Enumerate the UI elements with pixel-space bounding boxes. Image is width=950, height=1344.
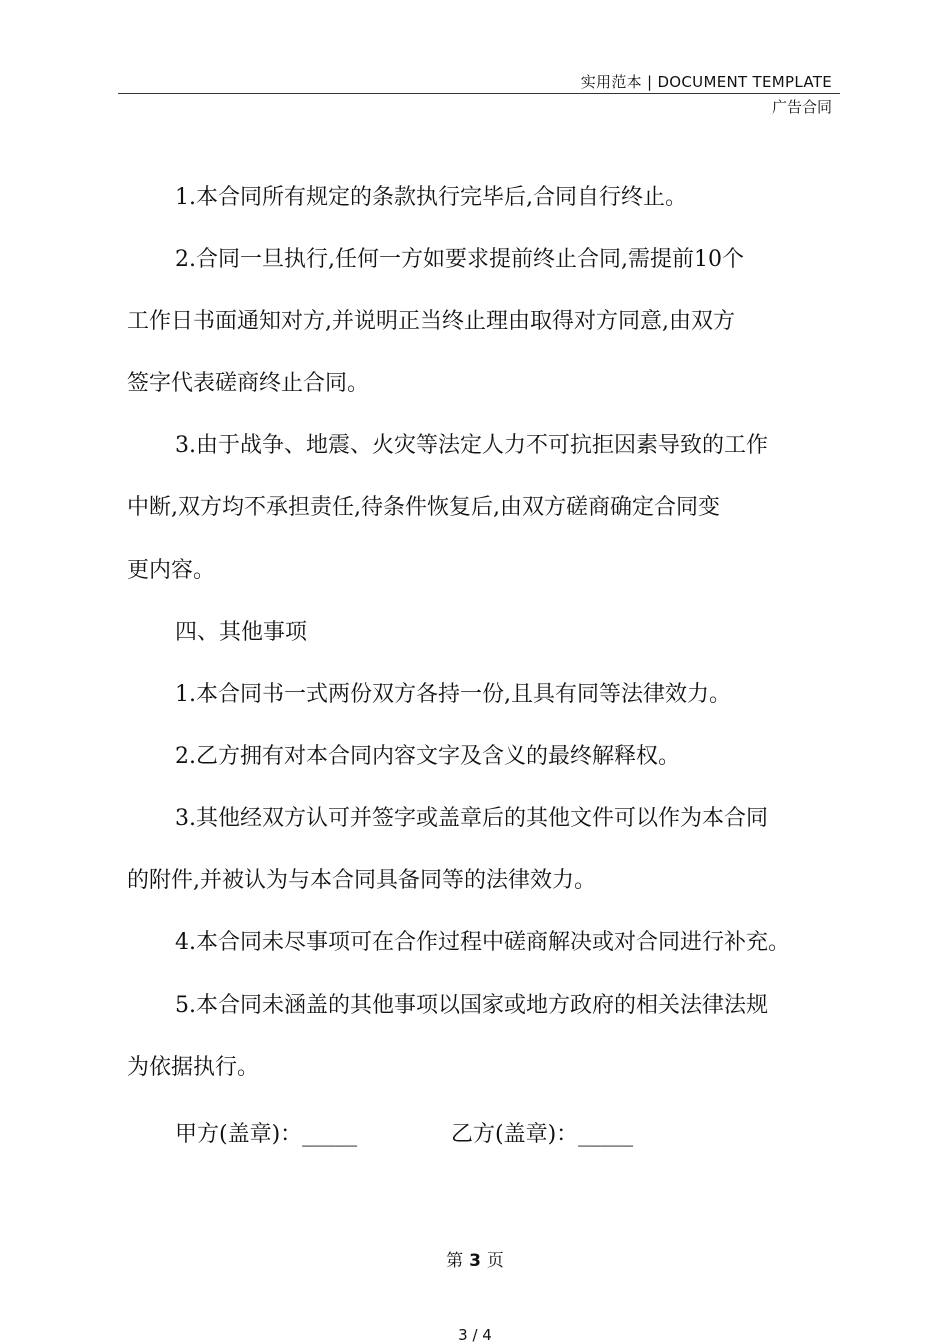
body-line: 签字代表磋商终止合同。 (127, 371, 370, 396)
body-line: 的附件,并被认为与本合同具备同等的法律效力。 (127, 868, 596, 893)
header-divider (118, 93, 840, 94)
page-suffix: 页 (486, 1251, 504, 1271)
body-line: 2.合同一旦执行,任何一方如要求提前终止合同,需提前10个 (175, 247, 744, 272)
body-line: 2.乙方拥有对本合同内容文字及含义的最终解释权。 (175, 744, 680, 769)
body-line: 3.其他经双方认可并签字或盖章后的其他文件可以作为本合同 (175, 806, 768, 831)
body-line: 5.本合同未涵盖的其他事项以国家或地方政府的相关法律法规 (175, 993, 768, 1018)
page-footer (0, 1246, 950, 1271)
body-line: 更内容。 (127, 558, 216, 583)
page-number: 3 (469, 1251, 481, 1271)
body-line: 为依据执行。 (127, 1055, 260, 1080)
page-prefix: 第 (446, 1251, 464, 1271)
body-line: 3.由于战争、地震、火灾等法定人力不可抗拒因素导致的工作 (175, 433, 768, 458)
header-title: 实用范本 | DOCUMENT TEMPLATE (580, 73, 832, 91)
body-line: 4.本合同未尽事项可在合作过程中磋商解决或对合同进行补充。 (175, 930, 790, 955)
body-line: 工作日书面通知对方,并说明正当终止理由取得对方同意,由双方 (127, 309, 735, 334)
party-a-signature: 甲方(盖章)：_____ (175, 1122, 358, 1147)
page-count-indicator: 3 / 4 (458, 1326, 492, 1344)
party-b-signature: 乙方(盖章)：_____ (451, 1122, 634, 1147)
section-heading: 四、其他事项 (175, 620, 308, 645)
body-line: 1.本合同所有规定的条款执行完毕后,合同自行终止。 (175, 185, 687, 210)
body-line: 中断,双方均不承担责任,待条件恢复后,由双方磋商确定合同变 (127, 495, 720, 520)
body-line: 1.本合同书一式两份双方各持一份,且具有同等法律效力。 (175, 682, 731, 707)
header-subtitle: 广告合同 (771, 98, 832, 116)
